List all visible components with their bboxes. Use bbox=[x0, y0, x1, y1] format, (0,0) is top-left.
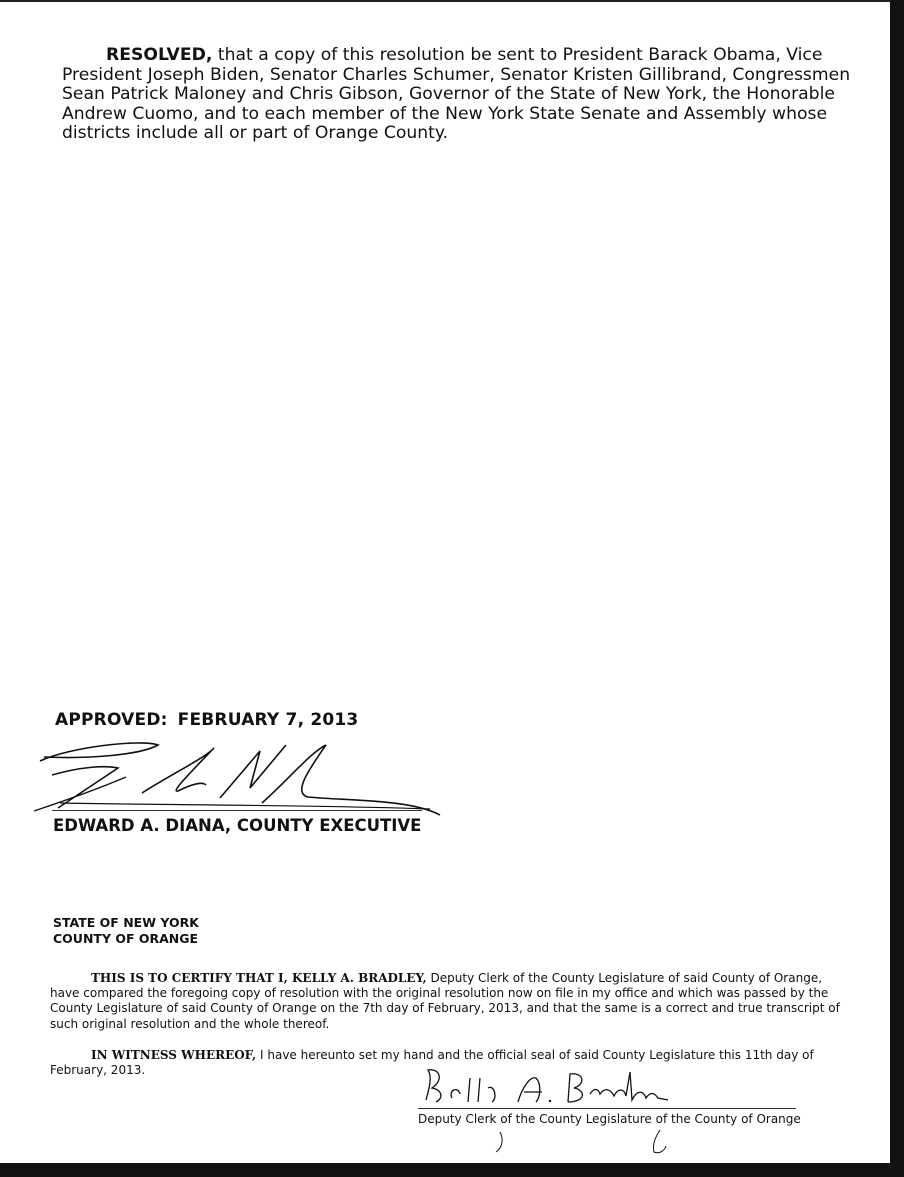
clerk-title: Deputy Clerk of the County Legislature of the County of Orange bbox=[418, 1112, 801, 1126]
approved-label: APPROVED: bbox=[55, 710, 168, 730]
venue-state: STATE OF NEW YORK bbox=[53, 915, 199, 930]
scan-edge-bottom bbox=[0, 1163, 904, 1177]
witness-lead: IN WITNESS WHEREOF, bbox=[91, 1048, 257, 1062]
venue-block bbox=[53, 915, 199, 947]
certification-paragraph bbox=[50, 971, 850, 1032]
clerk-signature-line bbox=[418, 1108, 796, 1109]
scan-edge-right bbox=[890, 0, 904, 1177]
certification-text: Deputy Clerk of the County Legislature of said County of Orange, have compared the foregoing copy of resolution with the original resolution now on file in my office and which was passed by the County Legislature of said County of Orange on the 7th day of February, 2013, and that the same is a correct and true transcript of such original resolution and the whole thereof. bbox=[50, 971, 840, 1031]
approval-line bbox=[55, 710, 358, 730]
witness-text: I have hereunto set my hand and the official seal of said County Legislature this 11th day of February, 2013. bbox=[50, 1048, 814, 1078]
approved-date: FEBRUARY 7, 2013 bbox=[177, 710, 359, 730]
resolution-paragraph bbox=[62, 46, 862, 144]
executive-name: EDWARD A. DIANA, COUNTY EXECUTIVE bbox=[53, 816, 422, 835]
clerk-signature bbox=[418, 1058, 718, 1110]
scan-edge-top bbox=[0, 0, 904, 2]
seal-marks bbox=[480, 1128, 680, 1156]
venue-county: COUNTY OF ORANGE bbox=[53, 931, 199, 946]
resolution-text: that a copy of this resolution be sent to President Barack Obama, Vice President Joseph Biden, Senator Charles Schumer, Senator Kristen Gillibrand, Congressmen Sean Patrick Maloney and Chris Gibson, Governor of the State of New York, the Honorable Andrew Cuomo, and to each member of the New York State Senate and Assembly whose districts include all or part of Orange County. bbox=[62, 45, 851, 143]
executive-signature-line bbox=[52, 810, 422, 811]
certification-lead: THIS IS TO CERTIFY THAT I, KELLY A. BRADLEY, bbox=[91, 971, 427, 985]
resolved-keyword: RESOLVED, bbox=[106, 45, 213, 65]
